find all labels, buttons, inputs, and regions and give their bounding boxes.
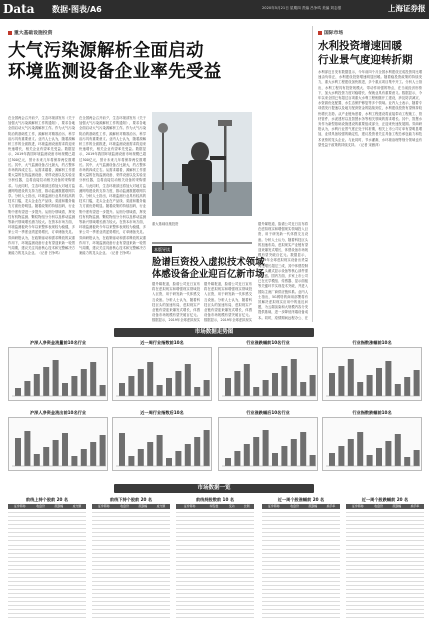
tables-section-band: 市场数据一览 xyxy=(114,484,314,493)
chart-bar xyxy=(90,362,96,396)
column-divider xyxy=(312,26,313,322)
chart-panel xyxy=(8,417,108,471)
photo-caption: 重大基础设施投资 xyxy=(152,222,179,226)
chart-bar xyxy=(128,376,134,396)
chart-panel xyxy=(8,347,108,401)
chart-panel xyxy=(218,417,318,471)
table-title: 近一周个股跌幅前 20 名 xyxy=(361,497,409,502)
chart-bar xyxy=(194,387,200,396)
chart-bar xyxy=(90,442,96,466)
table-header-cell: 持股数 xyxy=(203,504,224,509)
chart-bar xyxy=(225,378,231,396)
chart-panel xyxy=(322,347,422,401)
table-header-cell: 涨跌幅 xyxy=(50,504,68,509)
chart-bar xyxy=(310,455,316,466)
chart-graphic xyxy=(323,348,423,402)
chart-bar xyxy=(395,384,401,396)
chart-bar xyxy=(194,437,200,466)
chart-bar xyxy=(147,362,153,396)
data-table xyxy=(92,504,170,618)
chart-title: 近一周行业指数后10名 xyxy=(140,410,184,415)
table-header-cell: 换手率 xyxy=(322,504,340,509)
chart-bar xyxy=(234,451,240,466)
chart-bar xyxy=(367,375,373,396)
table-header-cell: 证券简称 xyxy=(92,504,116,509)
feature-tag: 本版导读 xyxy=(154,246,170,252)
table-header-cell: 收盘价 xyxy=(116,504,134,509)
chart-bar xyxy=(138,369,144,396)
chart-title: 行业指数涨幅前10名 xyxy=(352,340,392,345)
chart-bar xyxy=(147,442,153,466)
lead-kicker: 重大基础设施投资 xyxy=(8,29,52,36)
chart-bar xyxy=(157,385,163,396)
chart-bar xyxy=(263,380,269,396)
chart-bar xyxy=(71,376,77,396)
section-logo: Data xyxy=(3,2,35,16)
table-title: 前线上持个股前 20 名 xyxy=(25,497,69,502)
data-table xyxy=(176,504,254,618)
chart-panel xyxy=(218,347,318,401)
chart-graphic xyxy=(219,348,319,402)
table-header-cell: 证券简称 xyxy=(8,504,32,509)
table-header-cell: 涨跌幅 xyxy=(304,504,322,509)
chart-bar xyxy=(81,369,87,396)
chart-bar xyxy=(81,449,87,466)
chart-graphic xyxy=(323,418,423,472)
right-kicker: 国际市场 xyxy=(318,29,343,36)
chart-bar xyxy=(53,360,59,396)
chart-bar xyxy=(204,380,210,396)
chart-bar xyxy=(376,448,382,466)
lead-photo xyxy=(152,112,252,216)
chart-bar xyxy=(281,446,287,466)
table-header-cell: 比例 xyxy=(239,504,254,509)
chart-bar xyxy=(348,359,354,396)
chart-title: 沪深人净资金流出前10名行业 xyxy=(29,410,87,415)
chart-bar xyxy=(357,432,363,466)
chart-bar xyxy=(15,388,21,396)
right-body: 水利部近日发布数据显示，今年前四个月全国水利建设完成投资同比增速由负转正，水利建设投资增速明显回暖。随着稳投资政策的持续发力，重大水利工程建设加快推进，多个重点项目集中开工。分析人士指出，水利工程具有投资规模大、带动作用强的特点，在当前经济形势下，加大水利投资力度对稳增长、保就业具有重要意义。数据显示，今年以来全国已有超过百项重大水利工程相继开工建设，涉及防洪减灾、水资源优化配置、水生态保护修复等多个领域。业内人士表示，随着专项债发行提速以及地方配套资金的陆续到位，水利建设投资有望保持较快增长态势。从产业链角度看，水利工程建设将直接带动工程施工、管材管件、水泥建材以及智慧水务等相关领域的需求增长。其中，智慧水务作为新型基础设施建设的重要组成部分，正迎来快速发展期。券商研报认为，水利行业景气度正处于转折期，相关上市公司订单有望明显增加，业绩具备较强的确定性，建议投资者关注具备工程总承包能力和技术优势的龙头企业。与此同时，节水灌溉、水环境治理等细分领域也有望受益于政策的持续支持。（记者 宋薇萍） xyxy=(318,70,422,147)
lead-headline-line2: 环境监测设备企业率先受益 xyxy=(8,62,222,82)
chart-bar xyxy=(272,453,278,466)
chart-bar xyxy=(204,430,210,466)
chart-bar xyxy=(119,433,125,466)
chart-bar xyxy=(357,382,363,396)
chart-bar xyxy=(385,361,391,396)
chart-bar xyxy=(234,371,240,396)
chart-graphic xyxy=(9,418,109,472)
chart-bar xyxy=(157,435,163,466)
chart-bar xyxy=(329,453,335,466)
chart-bar xyxy=(385,441,391,466)
chart-bar xyxy=(100,385,106,396)
chart-bar xyxy=(291,439,297,466)
chart-bar xyxy=(34,374,40,396)
table-title: 近一周个股涨幅前 20 名 xyxy=(277,497,325,502)
table-header-cell: 换手率 xyxy=(406,504,424,509)
chart-bar xyxy=(300,382,306,396)
monitoring-photo-illustration xyxy=(152,112,252,216)
chart-bar xyxy=(166,378,172,396)
chart-bar xyxy=(185,364,191,396)
chart-bar xyxy=(414,370,420,396)
lead-headline-line1: 大气污染源解析全面启动 xyxy=(8,41,204,61)
table-row xyxy=(262,614,340,618)
table-header-cell: 成交额 xyxy=(152,504,170,509)
chart-bar xyxy=(100,435,106,466)
table-header-cell: 收盘价 xyxy=(370,504,388,509)
chart-bar xyxy=(404,377,410,396)
feature-headline-line2: 体感设备企业迎百亿新市场 xyxy=(152,269,265,280)
chart-bar xyxy=(300,432,306,466)
chart-bar xyxy=(175,451,181,466)
chart-bar xyxy=(291,359,297,396)
chart-bar xyxy=(138,449,144,466)
lead-body-col2: 在全国两会召开前夕，生态环境部发布《关于加强大气污染源解析工作的通知》，要求各地全面启动大气污染源解析工作。作为大气污染防治的基础性工作，源解析对精准治污、科学治污具有重要意义。业内人士认为，随着源解析工作的全面推进，环境监测设备需求将迎来快速增长，相关企业有望率先受益。数据显示，2019年我国环境监测设备市场规模已超过500亿元，预计未来几年将保持两位数增长。其中，大气监测设备占比最大，约占整体市场的四成左右。从需求端看，源解析工作需要大量的在线监测设备、采样设备以及实验室分析仪器，这将直接拉动相关设备的采购需求。与此同时，生态环境部还将加大对地方监测网络建设的支持力度，推动监测数据联网共享。分析人士指出，环境监测行业具有较高的技术门槛，龙头企业在产品线、渠道和服务能力方面优势明显。随着政策的持续加码，行业集中度有望进一步提升。从细分领域看，挥发性有机物监测、颗粒物组分分析以及移动监测等新兴领域增长潜力较大。在资本市场方面，环境监测板块今年以来整体表现较为稳健，多家公司一季度业绩逆势增长，订单储备充足。券商研报认为，在政策驱动和需求释放的双重作用下，环境监测设备行业有望迎来新一轮景气周期，建议关注具备核心技术和完整解决方案能力的龙头企业。（记者 吕争鸣） xyxy=(79,116,146,256)
chart-bar xyxy=(62,383,68,396)
chart-bar xyxy=(395,434,401,466)
chart-bar xyxy=(24,381,30,396)
chart-bar xyxy=(15,438,21,466)
chart-panel xyxy=(322,417,422,471)
chart-panel xyxy=(112,347,212,401)
table-row xyxy=(346,614,424,618)
chart-graphic xyxy=(9,348,109,402)
chart-bar xyxy=(253,387,259,396)
chart-bar xyxy=(404,457,410,466)
chart-bar xyxy=(272,373,278,396)
table-row xyxy=(176,614,254,618)
chart-bar xyxy=(166,458,172,466)
chart-bar xyxy=(185,444,191,466)
chart-bar xyxy=(225,458,231,466)
data-table xyxy=(8,504,86,618)
chart-bar xyxy=(43,367,49,396)
feature-rule xyxy=(152,242,252,244)
chart-bar xyxy=(414,450,420,466)
chart-bar xyxy=(43,447,49,466)
chart-bar xyxy=(24,431,30,466)
table-header-cell: 变动 xyxy=(224,504,239,509)
table-header-cell: 证券简称 xyxy=(262,504,286,509)
chart-panel xyxy=(112,417,212,471)
table-header-cell: 收盘价 xyxy=(32,504,50,509)
lead-body-col1: 在全国两会召开前夕，生态环境部发布《关于加强大气污染源解析工作的通知》，要求各地全面启动大气污染源解析工作。作为大气污染防治的基础性工作，源解析对精准治污、科学治污具有重要意义。业内人士认为，随着源解析工作的全面推进，环境监测设备需求将迎来快速增长，相关企业有望率先受益。数据显示，2019年我国环境监测设备市场规模已超过500亿元，预计未来几年将保持两位数增长。其中，大气监测设备占比最大，约占整体市场的四成左右。从需求端看，源解析工作需要大量的在线监测设备、采样设备以及实验室分析仪器，这将直接拉动相关设备的采购需求。与此同时，生态环境部还将加大对地方监测网络建设的支持力度，推动监测数据联网共享。分析人士指出，环境监测行业具有较高的技术门槛，龙头企业在产品线、渠道和服务能力方面优势明显。随着政策的持续加码，行业集中度有望进一步提升。从细分领域看，挥发性有机物监测、颗粒物组分分析以及移动监测等新兴领域增长潜力较大。在资本市场方面，环境监测板块今年以来整体表现较为稳健，多家公司一季度业绩逆势增长，订单储备充足。券商研报认为，在政策驱动和需求释放的双重作用下，环境监测设备行业有望迎来新一轮景气周期，建议关注具备核心技术和完整解决方案能力的龙头企业。（记者 吕争鸣） xyxy=(8,116,75,256)
chart-bar xyxy=(71,456,77,466)
table-header-cell: 证券简称 xyxy=(346,504,370,509)
feature-body-col1: 据外媒报道，脸谱公司近日宣布将在虚拟现实和增强现实领域投入巨资，用于研发新一代体感交互设备。分析人士认为，随着科技巨头的加速布局，虚拟现实产业链有望迎来爆发式增长，体感设备市场规模有望突破百亿元。数据显示，2019年全球虚拟现实 xyxy=(152,282,200,322)
chart-bar xyxy=(244,444,250,466)
chart-bar xyxy=(34,454,40,466)
charts-section-band: 市场数据走势图 xyxy=(114,328,314,337)
data-table xyxy=(262,504,340,618)
chart-bar xyxy=(244,364,250,396)
table-header-cell: 成交额 xyxy=(68,504,86,509)
chart-bar xyxy=(338,366,344,396)
table-header-cell: 涨跌幅 xyxy=(388,504,406,509)
issue-meta: 2020年5月21日 星期四 责编 吕争鸣 美编 刘志强 xyxy=(262,6,342,10)
table-title: 前线下持个股前 20 名 xyxy=(109,497,153,502)
table-header-cell: 收盘价 xyxy=(286,504,304,509)
chart-title: 行业涨跌幅前10名行业 xyxy=(246,340,290,345)
table-header-cell: 涨跌幅 xyxy=(134,504,152,509)
table-row xyxy=(92,614,170,618)
table-title: 前线持股数前 10 名 xyxy=(195,497,235,502)
chart-graphic xyxy=(113,348,213,402)
chart-graphic xyxy=(219,418,319,472)
chart-bar xyxy=(376,368,382,396)
chart-title: 行业指数跌幅前10名 xyxy=(352,410,392,415)
chart-bar xyxy=(329,373,335,396)
chart-bar xyxy=(281,366,287,396)
chart-bar xyxy=(175,371,181,396)
chart-bar xyxy=(367,455,373,466)
chart-bar xyxy=(338,446,344,466)
chart-title: 近一周行业指数前10名 xyxy=(140,340,184,345)
chart-bar xyxy=(128,456,134,466)
chart-bar xyxy=(119,383,125,396)
section-title: 数据·图表/A6 xyxy=(52,5,102,14)
chart-title: 行业涨跌幅后10名行业 xyxy=(246,410,290,415)
feature-headline-line1: 脸谱巨资投入虚拟技术领域 xyxy=(152,257,265,268)
chart-title: 沪深人净资金流量前10名行业 xyxy=(29,340,87,345)
chart-bar xyxy=(310,375,316,396)
chart-bar xyxy=(263,430,269,466)
feature-body-col2: 据外媒报道，脸谱公司近日宣布将在虚拟现实和增强现实领域投入巨资，用于研发新一代体感交互设备。分析人士认为，随着科技巨头的加速布局，虚拟现实产业链有望迎来爆发式增长，体感设备市场规模有望突破百亿元。数据显示，2019年全球虚拟现实 xyxy=(204,282,252,322)
chart-bar xyxy=(348,439,354,466)
chart-bar xyxy=(62,433,68,466)
right-headline-line2: 行业景气度迎转折期 xyxy=(318,54,413,66)
data-table xyxy=(346,504,424,618)
table-row xyxy=(8,614,86,618)
chart-bar xyxy=(253,437,259,466)
chart-graphic xyxy=(113,418,213,472)
feature-body-col3: 据外媒报道，脸谱公司近日宣布将在虚拟现实和增强现实领域投入巨资，用于研发新一代体感交互设备。分析人士认为，随着科技巨头的加速布局，虚拟现实产业链有望迎来爆发式增长，体感设备市场规模有望突破百亿元。数据显示，2019年全球虚拟现实设备出货量同比增长超过三成，其中体感控制器、头戴式显示设备等核心部件需求旺盛。国内方面，多家上市公司已在光学模组、传感器、显示面板等关键环节实现技术突破，并进入国际主流厂商供应链体系。业内人士指出，5G网络的商用部署将有效解决虚拟现实应用中的延迟问题，为云端渲染和大规模内容分发提供基础，进一步降低终端设备成本。同时，疫情期间远程办公、在 xyxy=(258,222,308,320)
right-headline-line1: 水利投资增速回暖 xyxy=(318,40,402,52)
newspaper-name: 上海证券报 xyxy=(388,4,426,13)
table-header-cell: 证券简称 xyxy=(176,504,203,509)
chart-bar xyxy=(53,440,59,466)
